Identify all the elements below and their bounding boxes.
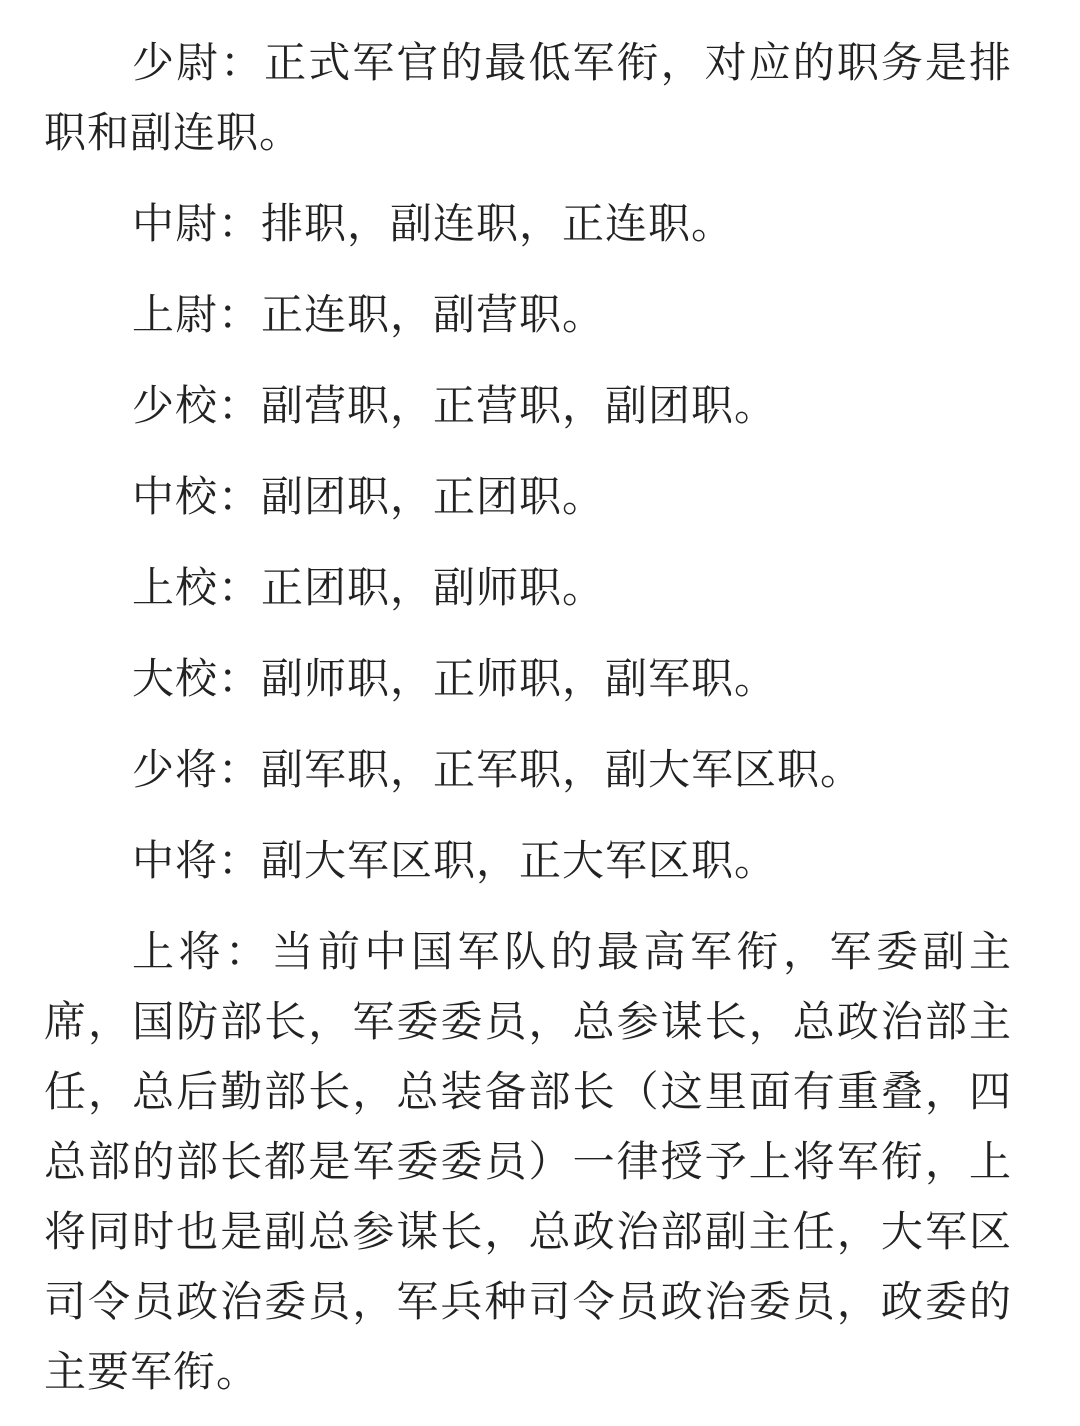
paragraph-zhongxiao: 中校：副团职，正团职。	[132, 472, 606, 521]
paragraph-shangjiang: 上将：当前中国军队的最高军衔，军委副主席，国防部长，军委委员，总参谋长，总政治部主任，总后勤部长，总装备部长（这里面有重叠，四总部的部长都是军委委员）一律授予上将军衔，上将同时也是副总参谋长，总政治部副主任，大军区司令员政治委员，军兵种司令员政治委员，政委的主要军衔。	[44, 927, 1012, 1396]
paragraph-shangwei: 上尉：正连职，副营职。	[132, 290, 606, 339]
paragraph-shaowei: 少尉：正式军官的最低军衔，对应的职务是排职和副连职。	[44, 38, 1012, 157]
paragraph-shaojiang: 少将：副军职，正军职，副大军区职。	[132, 745, 864, 794]
paragraph-zhongjiang: 中将：副大军区职，正大军区职。	[132, 836, 778, 885]
paragraph-shaoxiao: 少校：副营职，正营职，副团职。	[132, 381, 778, 430]
paragraph-zhongwei: 中尉：排职，副连职，正连职。	[132, 199, 735, 248]
paragraph-shangxiao: 上校：正团职，副师职。	[132, 563, 606, 612]
article-body	[44, 28, 1012, 1407]
paragraph-daxiao: 大校：副师职，正师职，副军职。	[132, 654, 778, 703]
